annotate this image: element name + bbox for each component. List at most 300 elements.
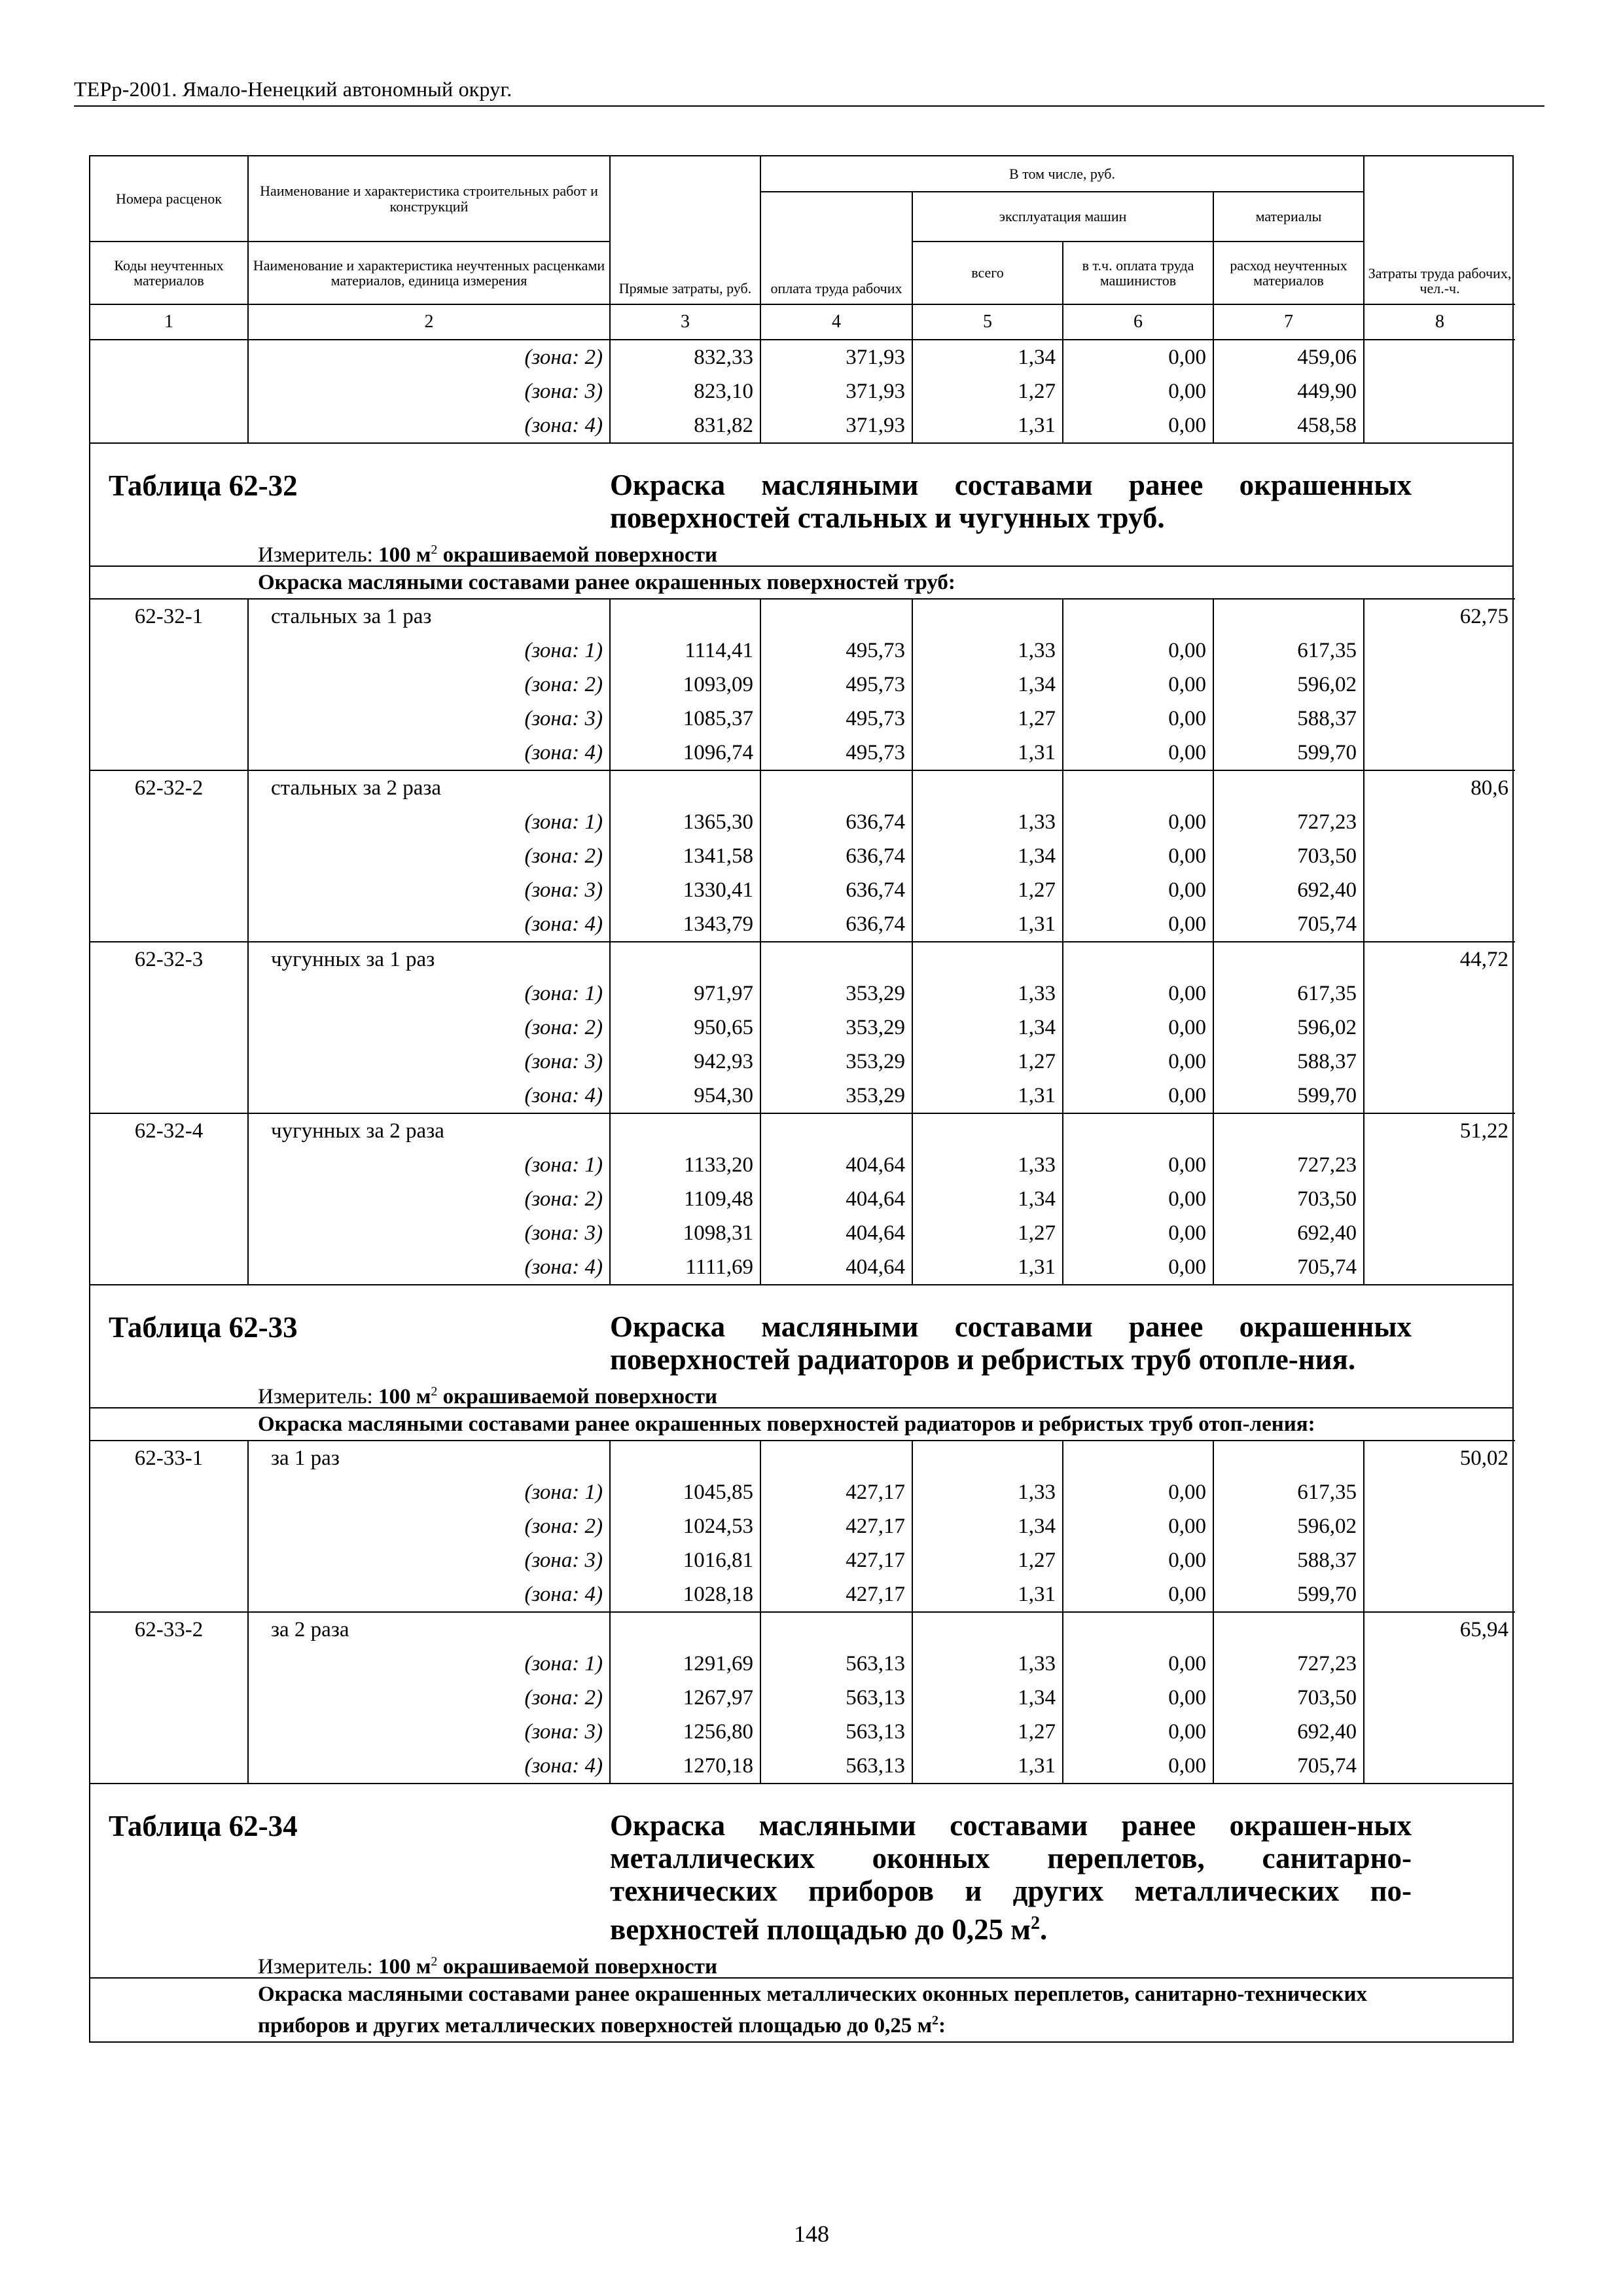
table-row bbox=[90, 907, 1515, 942]
wages-cell: 371,93 bbox=[760, 340, 912, 374]
machines-total-cell: 1,31 bbox=[912, 736, 1063, 770]
column-number: 6 bbox=[1063, 304, 1213, 340]
code-cell bbox=[90, 1011, 248, 1045]
direct-costs-cell: 954,30 bbox=[610, 1079, 760, 1113]
table-title: Окраска масляными составами ранее окрашенных поверхностей радиаторов и ребристых труб отопле-ния. bbox=[610, 1310, 1412, 1376]
empty-cell bbox=[912, 1441, 1063, 1475]
table-row bbox=[90, 1079, 1515, 1113]
direct-costs-cell: 1085,37 bbox=[610, 702, 760, 736]
table-row bbox=[90, 1543, 1515, 1577]
code-cell bbox=[90, 340, 248, 374]
materials-cell: 459,06 bbox=[1213, 340, 1364, 374]
machinists-wages-cell: 0,00 bbox=[1063, 374, 1213, 408]
wages-cell: 353,29 bbox=[760, 1045, 912, 1079]
machinists-wages-cell: 0,00 bbox=[1063, 408, 1213, 442]
section-title: Окраска масляными составами ранее окрашенных поверхностей радиаторов и ребристых труб отоп-ления: bbox=[90, 1407, 1512, 1440]
section-title: Окраска масляными составами ранее окрашенных поверхностей труб: bbox=[90, 565, 1512, 598]
rate-item-row bbox=[90, 942, 1515, 977]
materials-cell: 727,23 bbox=[1213, 1647, 1364, 1681]
carry-over-rows bbox=[90, 340, 1515, 442]
direct-costs-cell: 1096,74 bbox=[610, 736, 760, 770]
zone-label: (зона: 2) bbox=[248, 1011, 610, 1045]
wages-cell: 563,13 bbox=[760, 1647, 912, 1681]
table-row bbox=[90, 1216, 1515, 1250]
column-number: 8 bbox=[1364, 304, 1515, 340]
empty-cell bbox=[1063, 1441, 1213, 1475]
wages-cell: 563,13 bbox=[760, 1681, 912, 1715]
empty-cell bbox=[1213, 770, 1364, 805]
labor-cell bbox=[1364, 1250, 1515, 1284]
table-row bbox=[90, 805, 1515, 839]
materials-cell: 588,37 bbox=[1213, 1045, 1364, 1079]
column-number: 4 bbox=[760, 304, 912, 340]
wages-cell: 427,17 bbox=[760, 1475, 912, 1509]
table-62-33-heading bbox=[90, 1284, 1512, 1407]
code-cell bbox=[90, 1216, 248, 1250]
table-row bbox=[90, 634, 1515, 668]
zone-label: (зона: 3) bbox=[248, 374, 610, 408]
labor-cell bbox=[1364, 1647, 1515, 1681]
unit-suffix: окрашиваемой поверхности bbox=[442, 1955, 718, 1979]
machinists-wages-cell: 0,00 bbox=[1063, 1079, 1213, 1113]
code-cell bbox=[90, 1715, 248, 1749]
machines-total-cell: 1,27 bbox=[912, 1045, 1063, 1079]
labor-cell bbox=[1364, 1749, 1515, 1783]
materials-cell: 588,37 bbox=[1213, 1543, 1364, 1577]
machines-total-cell: 1,31 bbox=[912, 1577, 1063, 1612]
table-62-33-rows bbox=[90, 1440, 1515, 1783]
labor-cell: 65,94 bbox=[1364, 1612, 1515, 1647]
zone-label: (зона: 1) bbox=[248, 805, 610, 839]
rate-item-row bbox=[90, 1612, 1515, 1647]
machines-total-cell: 1,31 bbox=[912, 408, 1063, 442]
empty-cell bbox=[1063, 942, 1213, 977]
direct-costs-cell: 1098,31 bbox=[610, 1216, 760, 1250]
table-number: Таблица 62-33 bbox=[109, 1311, 298, 1344]
table-row bbox=[90, 839, 1515, 873]
machinists-wages-cell: 0,00 bbox=[1063, 1011, 1213, 1045]
materials-cell: 599,70 bbox=[1213, 1577, 1364, 1612]
materials-cell: 617,35 bbox=[1213, 977, 1364, 1011]
machines-total-cell: 1,34 bbox=[912, 1011, 1063, 1045]
materials-cell: 705,74 bbox=[1213, 907, 1364, 942]
table-row bbox=[90, 1715, 1515, 1749]
materials-cell: 692,40 bbox=[1213, 1715, 1364, 1749]
materials-cell: 458,58 bbox=[1213, 408, 1364, 442]
table-row bbox=[90, 1681, 1515, 1715]
wages-cell: 636,74 bbox=[760, 805, 912, 839]
direct-costs-cell: 942,93 bbox=[610, 1045, 760, 1079]
machines-total-cell: 1,34 bbox=[912, 1509, 1063, 1543]
table-title bbox=[610, 1809, 1412, 1946]
direct-costs-cell: 1267,97 bbox=[610, 1681, 760, 1715]
machinists-wages-cell: 0,00 bbox=[1063, 1647, 1213, 1681]
empty-cell bbox=[1213, 599, 1364, 634]
materials-cell: 705,74 bbox=[1213, 1749, 1364, 1783]
materials-cell: 588,37 bbox=[1213, 702, 1364, 736]
code-cell bbox=[90, 839, 248, 873]
zone-label: (зона: 2) bbox=[248, 839, 610, 873]
machinists-wages-cell: 0,00 bbox=[1063, 702, 1213, 736]
labor-cell bbox=[1364, 873, 1515, 907]
empty-cell bbox=[760, 1441, 912, 1475]
wages-cell: 371,93 bbox=[760, 408, 912, 442]
machinists-wages-cell: 0,00 bbox=[1063, 1475, 1213, 1509]
rate-code: 62-32-3 bbox=[90, 942, 248, 977]
empty-cell bbox=[760, 1612, 912, 1647]
empty-cell bbox=[760, 942, 912, 977]
table-row bbox=[90, 374, 1515, 408]
labor-cell bbox=[1364, 340, 1515, 374]
materials-cell: 596,02 bbox=[1213, 668, 1364, 702]
wages-cell: 353,29 bbox=[760, 1079, 912, 1113]
empty-cell bbox=[912, 1113, 1063, 1148]
code-cell bbox=[90, 1509, 248, 1543]
zone-label: (зона: 3) bbox=[248, 873, 610, 907]
machines-total-cell: 1,27 bbox=[912, 1543, 1063, 1577]
zone-label: (зона: 1) bbox=[248, 1475, 610, 1509]
table-row bbox=[90, 1577, 1515, 1612]
column-number: 5 bbox=[912, 304, 1063, 340]
direct-costs-cell: 1256,80 bbox=[610, 1715, 760, 1749]
zone-label: (зона: 1) bbox=[248, 977, 610, 1011]
wages-cell: 495,73 bbox=[760, 634, 912, 668]
empty-cell bbox=[1063, 1113, 1213, 1148]
machinists-wages-cell: 0,00 bbox=[1063, 340, 1213, 374]
unit-superscript: 2 bbox=[431, 1954, 438, 1969]
table-row bbox=[90, 1182, 1515, 1216]
labor-cell bbox=[1364, 907, 1515, 942]
empty-cell bbox=[1063, 1612, 1213, 1647]
machines-total-cell: 1,27 bbox=[912, 374, 1063, 408]
table-unit bbox=[90, 534, 1512, 565]
column-number: 2 bbox=[248, 304, 610, 340]
direct-costs-cell: 1365,30 bbox=[610, 805, 760, 839]
rate-name: стальных за 1 раз bbox=[248, 599, 610, 634]
zone-label: (зона: 1) bbox=[248, 1647, 610, 1681]
code-cell bbox=[90, 1647, 248, 1681]
materials-cell: 617,35 bbox=[1213, 634, 1364, 668]
code-cell bbox=[90, 668, 248, 702]
materials-cell: 596,02 bbox=[1213, 1509, 1364, 1543]
direct-costs-cell: 1024,53 bbox=[610, 1509, 760, 1543]
column-number: 3 bbox=[610, 304, 760, 340]
wages-cell: 427,17 bbox=[760, 1509, 912, 1543]
zone-label: (зона: 2) bbox=[248, 1509, 610, 1543]
empty-cell bbox=[912, 599, 1063, 634]
direct-costs-cell: 1341,58 bbox=[610, 839, 760, 873]
zone-label: (зона: 4) bbox=[248, 1577, 610, 1612]
page-number: 148 bbox=[794, 2221, 829, 2247]
header-wages: оплата труда рабочих bbox=[760, 192, 912, 304]
table-header bbox=[90, 156, 1515, 340]
direct-costs-cell: 1045,85 bbox=[610, 1475, 760, 1509]
wages-cell: 563,13 bbox=[760, 1715, 912, 1749]
materials-cell: 692,40 bbox=[1213, 1216, 1364, 1250]
labor-cell bbox=[1364, 839, 1515, 873]
labor-cell bbox=[1364, 374, 1515, 408]
direct-costs-cell: 831,82 bbox=[610, 408, 760, 442]
labor-cell bbox=[1364, 1681, 1515, 1715]
direct-costs-cell: 1109,48 bbox=[610, 1182, 760, 1216]
code-cell bbox=[90, 1577, 248, 1612]
labor-cell bbox=[1364, 702, 1515, 736]
code-cell bbox=[90, 977, 248, 1011]
header-unaccounted-materials: расход неучтенных материалов bbox=[1213, 242, 1364, 304]
empty-cell bbox=[610, 1113, 760, 1148]
labor-cell bbox=[1364, 668, 1515, 702]
header-machinists-wages: в т.ч. оплата труда машинистов bbox=[1063, 242, 1213, 304]
labor-cell: 51,22 bbox=[1364, 1113, 1515, 1148]
direct-costs-cell: 1133,20 bbox=[610, 1148, 760, 1182]
table-row bbox=[90, 977, 1515, 1011]
code-cell bbox=[90, 702, 248, 736]
code-cell bbox=[90, 1045, 248, 1079]
wages-cell: 427,17 bbox=[760, 1577, 912, 1612]
table-row bbox=[90, 1647, 1515, 1681]
rate-code: 62-33-1 bbox=[90, 1441, 248, 1475]
machinists-wages-cell: 0,00 bbox=[1063, 1749, 1213, 1783]
header-name-top: Наименование и характеристика строительных работ и конструкций bbox=[248, 156, 610, 242]
materials-cell: 599,70 bbox=[1213, 1079, 1364, 1113]
rate-code: 62-32-4 bbox=[90, 1113, 248, 1148]
table-unit bbox=[90, 1946, 1512, 1977]
wages-cell: 495,73 bbox=[760, 668, 912, 702]
code-cell bbox=[90, 1749, 248, 1783]
table-unit bbox=[90, 1376, 1512, 1407]
header-codes-bottom: Коды неучтенных материалов bbox=[90, 242, 248, 304]
machinists-wages-cell: 0,00 bbox=[1063, 736, 1213, 770]
zone-label: (зона: 3) bbox=[248, 1543, 610, 1577]
machines-total-cell: 1,34 bbox=[912, 340, 1063, 374]
unit-suffix: окрашиваемой поверхности bbox=[442, 1385, 718, 1408]
section-superscript: 2 bbox=[932, 2013, 939, 2028]
wages-cell: 404,64 bbox=[760, 1216, 912, 1250]
running-header: ТЕРр-2001. Ямало-Ненецкий автономный округ. bbox=[74, 77, 512, 101]
labor-cell bbox=[1364, 1475, 1515, 1509]
table-row bbox=[90, 873, 1515, 907]
table-row bbox=[90, 1148, 1515, 1182]
empty-cell bbox=[1213, 1612, 1364, 1647]
labor-cell bbox=[1364, 408, 1515, 442]
empty-cell bbox=[760, 770, 912, 805]
zone-label: (зона: 1) bbox=[248, 1148, 610, 1182]
machines-total-cell: 1,31 bbox=[912, 907, 1063, 942]
rate-name: чугунных за 1 раз bbox=[248, 942, 610, 977]
zone-label: (зона: 2) bbox=[248, 668, 610, 702]
zone-label: (зона: 4) bbox=[248, 1079, 610, 1113]
unit-superscript: 2 bbox=[431, 1384, 438, 1399]
labor-cell bbox=[1364, 1577, 1515, 1612]
labor-cell: 50,02 bbox=[1364, 1441, 1515, 1475]
wages-cell: 495,73 bbox=[760, 702, 912, 736]
empty-cell bbox=[760, 1113, 912, 1148]
machines-total-cell: 1,33 bbox=[912, 1647, 1063, 1681]
zone-label: (зона: 1) bbox=[248, 634, 610, 668]
labor-cell bbox=[1364, 736, 1515, 770]
rate-item-row bbox=[90, 1113, 1515, 1148]
unit-prefix: Измеритель: bbox=[258, 543, 373, 567]
machines-total-cell: 1,27 bbox=[912, 1715, 1063, 1749]
zone-label: (зона: 4) bbox=[248, 736, 610, 770]
labor-cell bbox=[1364, 1079, 1515, 1113]
header-materials: материалы bbox=[1213, 192, 1364, 242]
section-title bbox=[90, 1977, 1512, 2041]
unit-suffix: окрашиваемой поверхности bbox=[442, 543, 718, 567]
header-name-bottom: Наименование и характеристика неучтенных расценками материалов, единица измерения bbox=[248, 242, 610, 304]
direct-costs-cell: 1093,09 bbox=[610, 668, 760, 702]
code-cell bbox=[90, 1681, 248, 1715]
direct-costs-cell: 950,65 bbox=[610, 1011, 760, 1045]
wages-cell: 636,74 bbox=[760, 873, 912, 907]
machinists-wages-cell: 0,00 bbox=[1063, 977, 1213, 1011]
rate-item-row bbox=[90, 1441, 1515, 1475]
rate-name: чугунных за 2 раза bbox=[248, 1113, 610, 1148]
empty-cell bbox=[610, 770, 760, 805]
code-cell bbox=[90, 1250, 248, 1284]
rate-item-row bbox=[90, 770, 1515, 805]
materials-cell: 703,50 bbox=[1213, 839, 1364, 873]
table-number: Таблица 62-32 bbox=[109, 469, 298, 502]
labor-cell bbox=[1364, 1715, 1515, 1749]
code-cell bbox=[90, 1079, 248, 1113]
code-cell bbox=[90, 1543, 248, 1577]
labor-cell: 44,72 bbox=[1364, 942, 1515, 977]
materials-cell: 692,40 bbox=[1213, 873, 1364, 907]
labor-cell bbox=[1364, 1011, 1515, 1045]
table-row bbox=[90, 1749, 1515, 1783]
machinists-wages-cell: 0,00 bbox=[1063, 634, 1213, 668]
direct-costs-cell: 1291,69 bbox=[610, 1647, 760, 1681]
machinists-wages-cell: 0,00 bbox=[1063, 1715, 1213, 1749]
wages-cell: 404,64 bbox=[760, 1250, 912, 1284]
title-text: Окраска масляными составами ранее окрашен-ных металлических оконных переплетов, санитарно-технических приборов и других металлических по-верхностей площадью до 0,25 м bbox=[610, 1809, 1412, 1946]
machines-total-cell: 1,31 bbox=[912, 1250, 1063, 1284]
empty-cell bbox=[610, 1612, 760, 1647]
header-machines-total: всего bbox=[912, 242, 1063, 304]
empty-cell bbox=[610, 599, 760, 634]
direct-costs-cell: 971,97 bbox=[610, 977, 760, 1011]
unit-prefix: Измеритель: bbox=[258, 1385, 373, 1408]
column-number: 1 bbox=[90, 304, 248, 340]
direct-costs-cell: 1016,81 bbox=[610, 1543, 760, 1577]
wages-cell: 371,93 bbox=[760, 374, 912, 408]
code-cell bbox=[90, 374, 248, 408]
machines-total-cell: 1,34 bbox=[912, 839, 1063, 873]
wages-cell: 404,64 bbox=[760, 1182, 912, 1216]
direct-costs-cell: 832,33 bbox=[610, 340, 760, 374]
labor-cell: 62,75 bbox=[1364, 599, 1515, 634]
wages-cell: 427,17 bbox=[760, 1543, 912, 1577]
zone-label: (зона: 3) bbox=[248, 1715, 610, 1749]
table-row bbox=[90, 1011, 1515, 1045]
empty-cell bbox=[610, 942, 760, 977]
zone-label: (зона: 3) bbox=[248, 702, 610, 736]
zone-label: (зона: 4) bbox=[248, 1250, 610, 1284]
table-row bbox=[90, 702, 1515, 736]
column-numbers-row bbox=[90, 304, 1515, 340]
machines-total-cell: 1,34 bbox=[912, 1681, 1063, 1715]
table-62-32-rows bbox=[90, 598, 1515, 1284]
labor-cell bbox=[1364, 1216, 1515, 1250]
wages-cell: 404,64 bbox=[760, 1148, 912, 1182]
materials-cell: 703,50 bbox=[1213, 1681, 1364, 1715]
rate-code: 62-32-1 bbox=[90, 599, 248, 634]
labor-cell bbox=[1364, 1182, 1515, 1216]
code-cell bbox=[90, 408, 248, 442]
table-row bbox=[90, 736, 1515, 770]
zone-label: (зона: 2) bbox=[248, 340, 610, 374]
materials-cell: 727,23 bbox=[1213, 1148, 1364, 1182]
empty-cell bbox=[1063, 599, 1213, 634]
machines-total-cell: 1,33 bbox=[912, 1475, 1063, 1509]
labor-cell bbox=[1364, 1148, 1515, 1182]
title-superscript: 2 bbox=[1031, 1913, 1040, 1933]
empty-cell bbox=[1063, 770, 1213, 805]
labor-cell bbox=[1364, 1045, 1515, 1079]
unit-value: 100 м bbox=[378, 543, 431, 567]
materials-cell: 449,90 bbox=[1213, 374, 1364, 408]
zone-label: (зона: 3) bbox=[248, 1216, 610, 1250]
wages-cell: 636,74 bbox=[760, 907, 912, 942]
rate-name: стальных за 2 раза bbox=[248, 770, 610, 805]
machinists-wages-cell: 0,00 bbox=[1063, 1216, 1213, 1250]
machinists-wages-cell: 0,00 bbox=[1063, 668, 1213, 702]
machines-total-cell: 1,31 bbox=[912, 1749, 1063, 1783]
direct-costs-cell: 1343,79 bbox=[610, 907, 760, 942]
materials-cell: 703,50 bbox=[1213, 1182, 1364, 1216]
unit-prefix: Измеритель: bbox=[258, 1955, 373, 1979]
table-row bbox=[90, 1045, 1515, 1079]
section-text: Окраска масляными составами ранее окрашенных металлических оконных переплетов, санитарно-технических приборов и других металлических поверхностей площадью до 0,25 м bbox=[258, 1982, 1368, 2037]
header-rule bbox=[74, 105, 1544, 107]
machinists-wages-cell: 0,00 bbox=[1063, 1543, 1213, 1577]
table-row bbox=[90, 408, 1515, 442]
empty-cell bbox=[912, 942, 1063, 977]
materials-cell: 617,35 bbox=[1213, 1475, 1364, 1509]
machines-total-cell: 1,31 bbox=[912, 1079, 1063, 1113]
zone-label: (зона: 4) bbox=[248, 408, 610, 442]
code-cell bbox=[90, 907, 248, 942]
table-row bbox=[90, 340, 1515, 374]
code-cell bbox=[90, 805, 248, 839]
machines-total-cell: 1,33 bbox=[912, 977, 1063, 1011]
empty-cell bbox=[1213, 942, 1364, 977]
machinists-wages-cell: 0,00 bbox=[1063, 873, 1213, 907]
table-62-34-heading bbox=[90, 1783, 1512, 1977]
machinists-wages-cell: 0,00 bbox=[1063, 1148, 1213, 1182]
code-cell bbox=[90, 873, 248, 907]
empty-cell bbox=[610, 1441, 760, 1475]
rate-code: 62-33-2 bbox=[90, 1612, 248, 1647]
machinists-wages-cell: 0,00 bbox=[1063, 1681, 1213, 1715]
machines-total-cell: 1,27 bbox=[912, 1216, 1063, 1250]
materials-cell: 705,74 bbox=[1213, 1250, 1364, 1284]
wages-cell: 495,73 bbox=[760, 736, 912, 770]
rate-code: 62-32-2 bbox=[90, 770, 248, 805]
zone-label: (зона: 2) bbox=[248, 1681, 610, 1715]
section-end: : bbox=[938, 2014, 946, 2037]
materials-cell: 727,23 bbox=[1213, 805, 1364, 839]
materials-cell: 599,70 bbox=[1213, 736, 1364, 770]
machines-total-cell: 1,33 bbox=[912, 634, 1063, 668]
empty-cell bbox=[760, 599, 912, 634]
table-row bbox=[90, 1509, 1515, 1543]
machinists-wages-cell: 0,00 bbox=[1063, 907, 1213, 942]
machinists-wages-cell: 0,00 bbox=[1063, 1577, 1213, 1612]
table-row bbox=[90, 1475, 1515, 1509]
code-cell bbox=[90, 1475, 248, 1509]
